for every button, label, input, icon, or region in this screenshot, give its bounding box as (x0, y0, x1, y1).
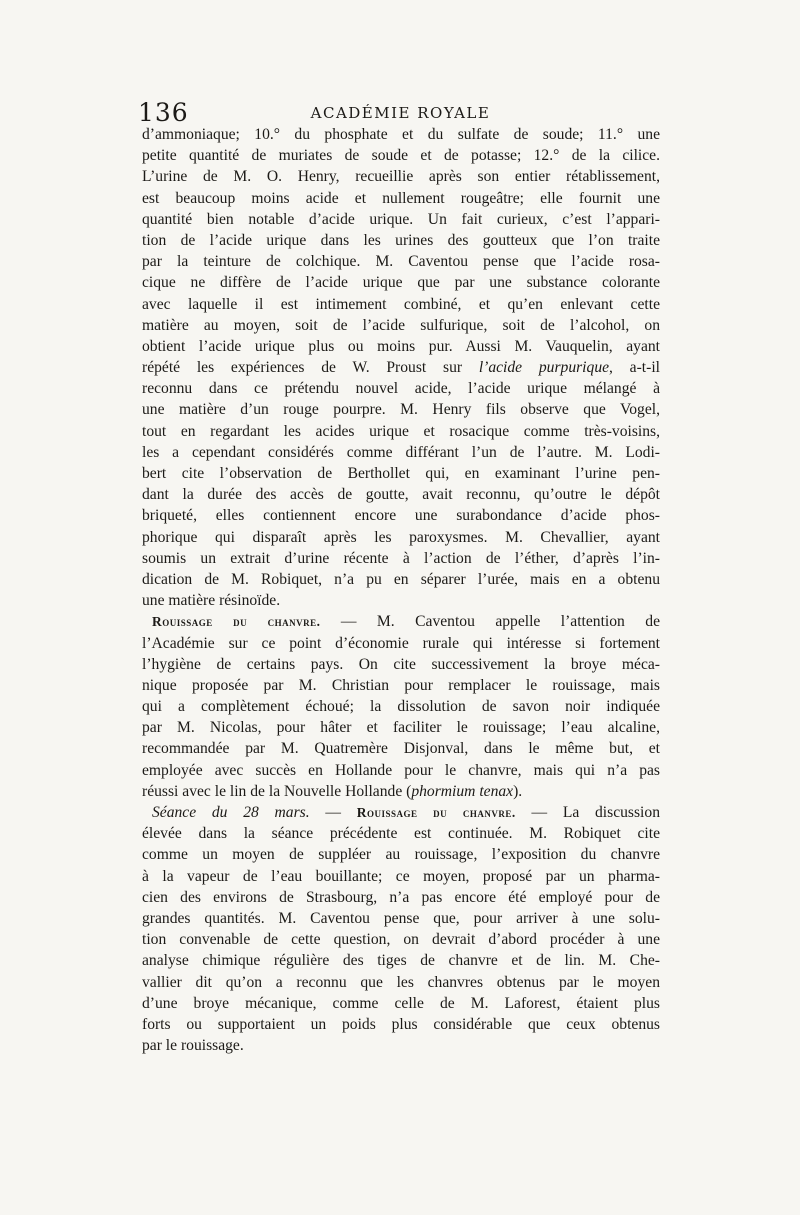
text-line-text: bert cite l’observation de Berthollet qui, en examinant l’urine pen- (142, 465, 660, 482)
text-line-text: reconnu dans ce prétendu nouvel acide, l’acide urique mélangé à (142, 380, 660, 398)
text-line-text: vallier dit qu’on a reconnu que les chanvres obtenus par le moyen (142, 973, 660, 991)
text-line (142, 675, 660, 696)
text-line-text: une matière résinoïde. (142, 592, 281, 610)
text-line (142, 844, 660, 865)
text-line (142, 717, 660, 738)
text-line-em: Séance du 28 mars. (152, 804, 310, 821)
text-line-text: élevée dans la séance précédente est continuée. M. Robiquet cite (142, 825, 660, 843)
text-line (142, 654, 660, 675)
text-line-text: tion de l’acide urique dans les urines des goutteux que l’on traite (142, 231, 660, 249)
text-line (142, 463, 660, 484)
text-line-pre: répété les expériences de W. Proust sur (142, 359, 479, 377)
text-line (142, 633, 660, 654)
text-line-text: recommandée par M. Quatremère Disjonval, dans le même but, et (142, 740, 660, 758)
text-line (142, 696, 660, 717)
text-line (142, 993, 660, 1014)
text-line (142, 399, 660, 420)
text-line (142, 611, 660, 632)
text-line (142, 124, 660, 145)
text-line (142, 378, 660, 399)
text-line (142, 781, 660, 802)
text-line (142, 590, 660, 611)
text-line (142, 908, 660, 929)
text-line-text: une matière d’un rouge pourpre. M. Henry fils observe que Vogel, (142, 401, 660, 419)
text-line-text: l’Académie sur ce point d’économie rurale qui intéresse si fortement (142, 634, 660, 652)
text-line-text: briqueté, elles contiennent encore une surabondance d’acide phos- (142, 507, 660, 525)
text-line (142, 1014, 660, 1035)
text-line (142, 145, 660, 166)
text-line-pre: réussi avec le lin de la Nouvelle Hollande ( (142, 782, 412, 800)
text-line-text: L’urine de M. O. Henry, recueillie après son entier rétablissement, (142, 168, 660, 186)
text-line-post: , a-t-il (609, 359, 660, 377)
text-line-text: par le rouissage. (142, 1037, 244, 1055)
text-line (142, 972, 660, 993)
text-line-text: employée avec succès en Hollande pour le chanvre, mais qui n’a pas (142, 761, 660, 779)
body-text (142, 124, 660, 1056)
text-line-text: par la teinture de colchique. M. Caventou pense que l’acide rosa- (142, 253, 660, 271)
text-line (142, 209, 660, 230)
text-line-text: matière au moyen, soit de l’acide sulfurique, soit de l’alcohol, on (142, 316, 660, 334)
text-line-text: l’hygiène de certains pays. On cite successivement la broye méca- (142, 655, 660, 673)
text-line-text: dication de M. Robiquet, n’a pu en séparer l’urée, mais en a obtenu (142, 570, 660, 588)
text-line (142, 760, 660, 781)
text-line (142, 421, 660, 442)
text-line (142, 1035, 660, 1056)
text-line (142, 548, 660, 569)
text-line-sc: Rouissage du chanvre. (152, 614, 321, 630)
text-line (142, 230, 660, 251)
text-line (142, 251, 660, 272)
text-line-text: à la vapeur de l’eau bouillante; ce moyen, proposé par un pharma- (142, 867, 660, 885)
text-line-text: cien des environs de Strasbourg, n’a pas encore été employé pour de (142, 888, 660, 906)
text-line-text: par M. Nicolas, pour hâter et faciliter le rouissage; l’eau alcaline, (142, 719, 660, 737)
text-line-text: cique ne diffère de l’acide urique que par une substance colorante (142, 274, 660, 292)
text-line-text: les a cependant considérés comme différant l’un de l’autre. M. Lodi- (142, 443, 660, 461)
text-line (142, 887, 660, 908)
text-line-text: petite quantité de muriates de soude et de potasse; 12.° de la cilice. (142, 147, 660, 165)
text-line-text: dant la durée des accès de goutte, avait reconnu, qu’outre le dépôt (142, 486, 660, 504)
text-line (142, 569, 660, 590)
text-line (142, 866, 660, 887)
text-line (142, 950, 660, 971)
text-line (142, 484, 660, 505)
text-line-text: forts ou supportaient un poids plus considérable que ceux obtenus (142, 1015, 660, 1033)
text-line-text: quantité bien notable d’acide urique. Un fait curieux, c’est l’appari- (142, 210, 660, 228)
text-line-text: grandes quantités. M. Caventou pense que, pour arriver à une solu- (142, 909, 660, 927)
text-line-post2: — La discussion (515, 804, 660, 821)
text-line-text: tion convenable de cette question, on devrait d’abord procéder à une (142, 931, 660, 949)
text-line (142, 315, 660, 336)
text-line (142, 929, 660, 950)
text-line-text: obtient l’acide urique plus ou moins pur. Aussi M. Vauquelin, ayant (142, 337, 660, 355)
text-line-sc: Rouissage du chanvre. (356, 805, 516, 820)
text-line (142, 166, 660, 187)
text-line-text: tout en regardant les acides urique et rosacique comme très-voisins, (142, 422, 660, 440)
text-line (142, 527, 660, 548)
text-line-text: est beaucoup moins acide et nullement rougeâtre; elle fournit une (142, 189, 660, 207)
text-line (142, 505, 660, 526)
text-line-post: ). (513, 782, 523, 800)
text-line (142, 357, 660, 378)
text-line-em: phormium tenax (411, 782, 514, 800)
text-line-text: d’ammoniaque; 10.° du phosphate et du sulfate de soude; 11.° une (142, 126, 660, 143)
text-line (142, 188, 660, 209)
text-line (142, 336, 660, 357)
text-line (142, 272, 660, 293)
text-line-text: avec laquelle il est intimement combiné, et qu’en enlevant cette (142, 295, 660, 313)
text-line-text: soumis un extrait d’urine récente à l’action de l’éther, d’après l’in- (142, 549, 660, 567)
text-line (142, 442, 660, 463)
text-line (142, 802, 660, 823)
text-line-post: — (309, 804, 357, 821)
text-line-post: — M. Caventou appelle l’attention de (320, 613, 660, 631)
text-line-text: phorique qui disparaît après les paroxysmes. M. Chevallier, ayant (142, 528, 660, 546)
text-line-text: analyse chimique régulière des tiges de chanvre et de lin. M. Che- (142, 952, 660, 970)
text-line-text: nique proposée par M. Christian pour remplacer le rouissage, mais (142, 676, 660, 694)
text-line-text: comme un moyen de suppléer au rouissage, l’exposition du chanvre (142, 846, 660, 864)
text-line (142, 823, 660, 844)
text-line-em: l’acide purpurique (478, 359, 610, 377)
text-line-text: qui a complètement échoué; la dissolution de savon noir indiquée (142, 698, 660, 716)
page-number: 136 (138, 98, 189, 127)
text-line (142, 294, 660, 315)
text-line (142, 738, 660, 759)
running-head: ACADÉMIE ROYALE (310, 104, 491, 122)
text-line-text: d’une broye mécanique, comme celle de M. Laforest, étaient plus (142, 994, 660, 1012)
